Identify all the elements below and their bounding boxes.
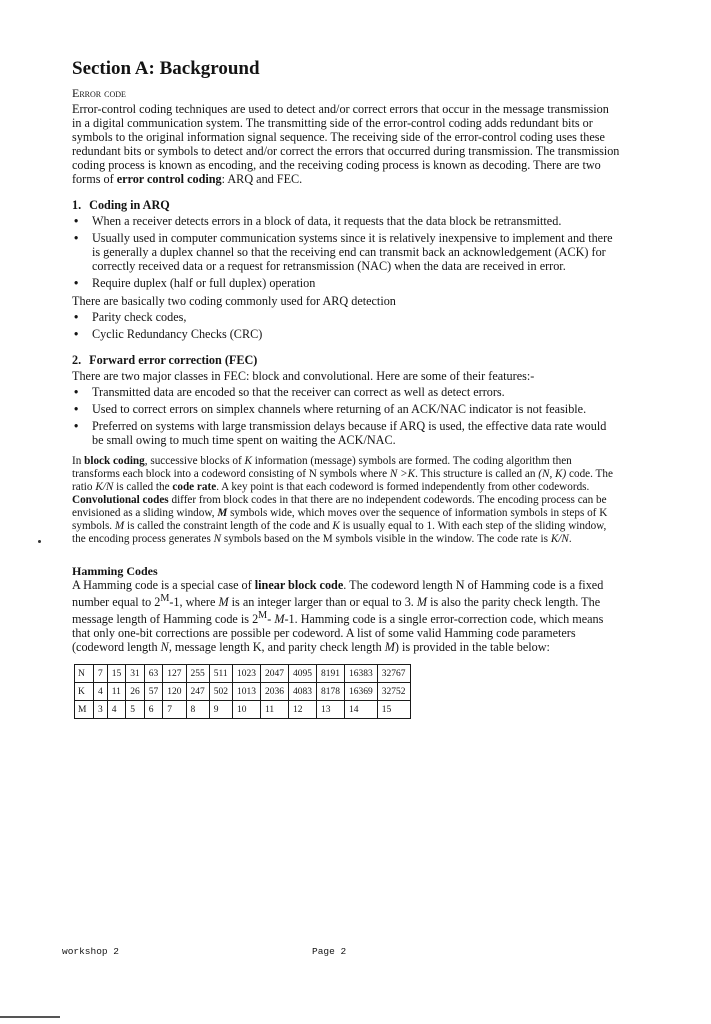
table-cell: 8178 [317,683,345,701]
arq-bullet-list [72,214,620,290]
table-row-header: M [75,701,94,719]
arq-detection-intro: There are basically two coding commonly used for ARQ detection [72,294,396,308]
table-row [75,665,411,683]
table-row-header: N [75,665,94,683]
text: . This structure is called an [415,468,539,480]
text: . A key point is that each codeword is formed independently from other codewords. [216,481,590,493]
list-item: • Transmitted data are encoded so that the receiver can correct as well as detect errors. [72,385,620,399]
table-cell: 2047 [261,665,289,683]
text-italic: M [416,595,428,610]
table-cell: 15 [377,701,410,719]
hamming-heading: Hamming Codes [72,564,158,578]
text-italic: M [114,520,125,532]
table-cell: 4095 [289,665,317,683]
text-italic: K/N [550,533,569,545]
table-cell: 11 [261,701,289,719]
table-cell: 511 [209,665,232,683]
text: code. The ratio [72,468,613,493]
text-italic: K [244,455,252,467]
text: differ from block codes in that there are no independent codewords. The encoding process can be envisioned as a sliding window, [72,494,607,519]
table-cell: 247 [186,683,209,701]
list-item: • Preferred on systems with large transmission delays because if ARQ is used, the effective data rate would be small owing to much time spent on waiting the ACK/NAC. [72,419,620,447]
subheading-error-code: Error code [72,86,126,100]
text: -1, where [169,595,219,610]
list-item: • Used to correct errors on simplex channels where returning of an ACK/NAC indicator is not feasible. [72,402,620,416]
list-item: • When a receiver detects errors in a block of data, it requests that the data block be retransmitted. [72,214,620,228]
table-cell: 32752 [377,683,410,701]
text-italic: K [332,520,340,532]
hamming-parameter-table [74,664,411,719]
table-cell: 5 [126,701,145,719]
table-cell: 32767 [377,665,410,683]
text-italic: M [218,595,229,610]
table-cell: 63 [144,665,163,683]
page-content [72,58,620,719]
table-cell: 4 [107,701,126,719]
table-cell: 1013 [233,683,261,701]
arq-detection-list [72,310,620,341]
text: In [72,455,85,467]
table-cell: 8191 [317,665,345,683]
table-cell: 7 [163,701,186,719]
table-cell: 1023 [233,665,261,683]
scan-artifact [0,1016,60,1018]
code-types-block [72,455,620,546]
section-title: Section A: Background [72,58,260,79]
table-cell: 26 [126,683,145,701]
table-cell: 4 [94,683,108,701]
fec-number: 2. [72,353,82,367]
text-italic: M [384,640,395,655]
text-bold: Convolutional codes [72,494,169,506]
text-italic: M [274,612,285,627]
table-cell: 13 [317,701,345,719]
table-cell: 6 [144,701,163,719]
fec-intro: There are two major classes in FEC: block and convolutional. Here are some of their features:- [72,369,535,383]
table-cell: 8 [186,701,209,719]
table-cell: 10 [233,701,261,719]
text: information (message) symbols are formed. The coding algorithm then transforms each block into a codeword consisting of N symbols where [72,455,572,480]
superscript: M [160,593,170,604]
text: -1. Hamming code is a single error-correction code, which means that only one-bit corrections are possible per codeword. A list of some valid Hamming code parameters (codeword length [72,612,604,655]
text: A Hamming code is a special case of [72,578,255,592]
text: , message length K, and parity check length [168,640,385,655]
text: . [568,533,572,545]
text-italic: (N, K) [538,468,567,480]
text-italic: N [213,533,222,545]
table-cell: 2036 [261,683,289,701]
text-italic: N >K [389,468,416,480]
scan-speck [38,540,41,543]
table-cell: 15 [107,665,126,683]
text-bold: code rate [172,481,217,493]
table-cell: 9 [209,701,232,719]
table-cell: 127 [163,665,186,683]
footer-page-number: Page 2 [312,946,347,957]
fec-title: Forward error correction (FEC) [89,353,258,367]
text-italic: N [160,640,169,655]
arq-title: Coding in ARQ [89,198,170,212]
text-bold: block coding [84,455,145,467]
text: symbols wide, which moves over the sequence of information symbols in steps of K symbols. [72,507,608,532]
text-italic: M [217,507,228,519]
table-cell: 57 [144,683,163,701]
text: is called the [113,481,173,493]
intro-paragraph [72,102,620,186]
hamming-table-wrapper [74,664,620,719]
fec-bullet-list [72,385,620,447]
table-cell: 31 [126,665,145,683]
footer-workshop: workshop 2 [62,946,120,957]
text: symbols based on the M symbols visible in the window. The code rate is [221,533,551,545]
text-bold: linear block code [254,578,344,592]
table-cell: 12 [289,701,317,719]
table-cell: 14 [345,701,378,719]
convolutional-paragraph [72,494,620,546]
table-cell: 255 [186,665,209,683]
list-item: • Usually used in computer communication systems since it is relatively inexpensive to implement and there is generally a duplex channel so that the receiving end can transmit back an acknowledgement (ACK) for correctly received data or a request for retransmission (NAC) when the data are received in error. [72,231,620,273]
superscript: M [258,610,268,622]
text: ) is provided in the table below: [394,640,550,655]
table-row [75,683,411,701]
table-row [75,701,411,719]
table-cell: 16383 [345,665,378,683]
text: . The codeword length N of Hamming code is a fixed number equal to 2 [72,578,604,610]
text: - [267,612,275,627]
list-item: • Require duplex (half or full duplex) operation [72,276,620,290]
arq-heading [72,198,620,212]
text-italic: K/N [95,481,114,493]
table-cell: 3 [94,701,108,719]
list-item: • Cyclic Redundancy Checks (CRC) [72,327,620,341]
list-item: • Parity check codes, [72,310,620,324]
intro-bold: error control coding [116,172,222,186]
block-coding-paragraph [72,455,620,494]
hamming-paragraph [72,578,620,654]
text: , successive blocks of [144,455,245,467]
table-cell: 120 [163,683,186,701]
arq-number: 1. [72,198,82,212]
table-cell: 4083 [289,683,317,701]
table-cell: 7 [94,665,108,683]
text: is also the parity check length. The message length of Hamming code is 2 [72,595,601,627]
intro-text: Error-control coding techniques are used to detect and/or correct errors that occur in the message transmission in a digital communication system. The transmitting side of the error-control coding adds redundant bits or symbols to the original information signal sequence. The receiving side of the error-control coding uses these redundant bits or symbols to detect and/or correct the errors that occurred during transmission. The transmission coding process is known as encoding, and the receiving coding process is known as decoding. There are two forms of [72,102,620,186]
intro-tail: : ARQ and FEC. [221,172,303,186]
text: is usually equal to 1. With each step of the sliding window, the encoding process generates [72,520,607,545]
table-row-header: K [75,683,94,701]
table-cell: 11 [107,683,126,701]
table-cell: 502 [209,683,232,701]
text: is an integer larger than or equal to 3. [228,595,417,610]
fec-heading [72,353,620,367]
text: is called the constraint length of the code and [124,520,333,532]
table-cell: 16369 [345,683,378,701]
